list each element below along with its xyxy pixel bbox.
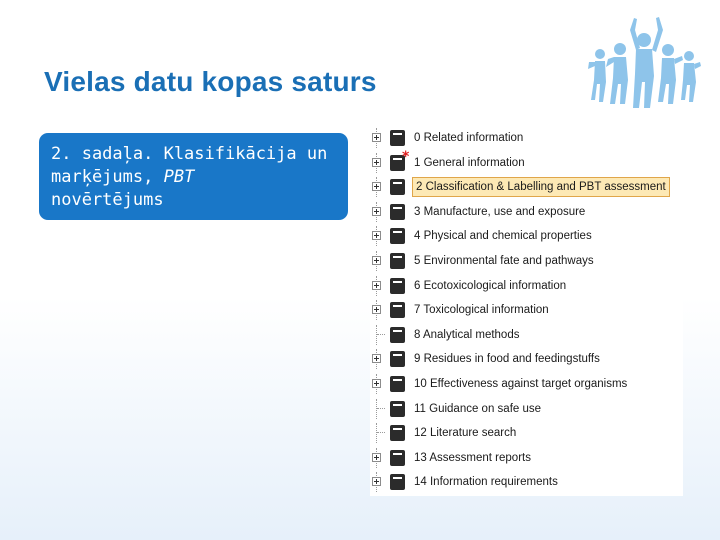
expand-icon[interactable] [372,281,381,290]
tree-row[interactable] [370,251,683,271]
expand-icon[interactable] [372,158,381,167]
expand-icon[interactable] [372,477,381,486]
tree-branch [377,432,385,434]
tree-row[interactable] [370,177,683,197]
section-tree [370,126,683,496]
tree-row[interactable] [370,399,683,419]
callout-line-1: 2. sadaļa. Klasifikācija un [51,144,328,164]
tree-item-label[interactable]: 4 Physical and chemical properties [414,230,592,243]
section-document-icon [390,425,405,441]
tree-row[interactable] [370,349,683,369]
section-document-icon [390,376,405,392]
section-document-icon [390,179,405,195]
tree-item-label[interactable]: 1 General information [414,156,525,169]
section-document-icon [390,327,405,343]
tree-item-label[interactable]: 7 Toxicological information [414,304,549,317]
callout-line-3: novērtējums [51,190,164,210]
tree-row[interactable] [370,226,683,246]
tree-item-label[interactable]: 14 Information requirements [414,476,558,489]
tree-row[interactable] [370,423,683,443]
tree-item-label[interactable]: 0 Related information [414,132,524,144]
section-callout [39,133,348,220]
tree-item-label[interactable]: 3 Manufacture, use and exposure [414,205,586,218]
tree-item-label-selected[interactable]: 2 Classification & Labelling and PBT assessment [412,177,670,197]
expand-icon[interactable] [372,256,381,265]
running-people-icon [586,12,702,110]
tree-item-label[interactable]: 11 Guidance on safe use [414,402,542,415]
section-document-icon [390,204,405,220]
tree-row[interactable] [370,325,683,345]
tree-row[interactable] [370,472,683,492]
expand-icon[interactable] [372,231,381,240]
callout-line-2-text: marķējums, [51,167,164,187]
section-document-icon [390,351,405,367]
expand-icon[interactable] [372,379,381,388]
section-document-icon [390,450,405,466]
tree-row[interactable] [370,148,683,173]
tree-item-label[interactable]: 12 Literature search [414,427,517,440]
tree-row[interactable] [370,448,683,468]
expand-icon[interactable] [372,354,381,363]
tree-item-label[interactable]: 9 Residues in food and feedingstuffs [414,353,600,366]
expand-icon[interactable] [372,453,381,462]
section-document-icon [390,474,405,490]
tree-row[interactable] [370,202,683,222]
tree-branch [377,334,385,336]
expand-icon[interactable] [372,207,381,216]
tree-item-label[interactable]: 5 Environmental fate and pathways [414,255,594,267]
tree-branch [377,408,385,410]
tree-item-label[interactable]: 10 Effectiveness against target organisms [414,378,628,390]
tree-item-label[interactable]: 13 Assessment reports [414,451,531,464]
expand-icon[interactable] [372,182,381,191]
section-document-icon [390,302,405,318]
tree-item-label[interactable]: 6 Ecotoxicological information [414,279,567,292]
section-document-icon [390,130,405,146]
section-document-icon [390,278,405,294]
section-document-icon [390,401,405,417]
tree-row[interactable] [370,128,683,148]
tree-row[interactable] [370,374,683,394]
tree-item-label[interactable]: 8 Analytical methods [414,328,520,341]
section-document-icon [390,253,405,269]
expand-icon[interactable] [372,133,381,142]
slide-title: Vielas datu kopas saturs [44,66,377,97]
section-document-icon [390,228,405,244]
tree-row[interactable] [370,300,683,320]
expand-icon[interactable] [372,305,381,314]
callout-line-2 [51,166,336,189]
tree-row[interactable] [370,276,683,296]
callout-pbt-italic: PBT [163,167,195,187]
required-asterisk: * [402,148,410,165]
